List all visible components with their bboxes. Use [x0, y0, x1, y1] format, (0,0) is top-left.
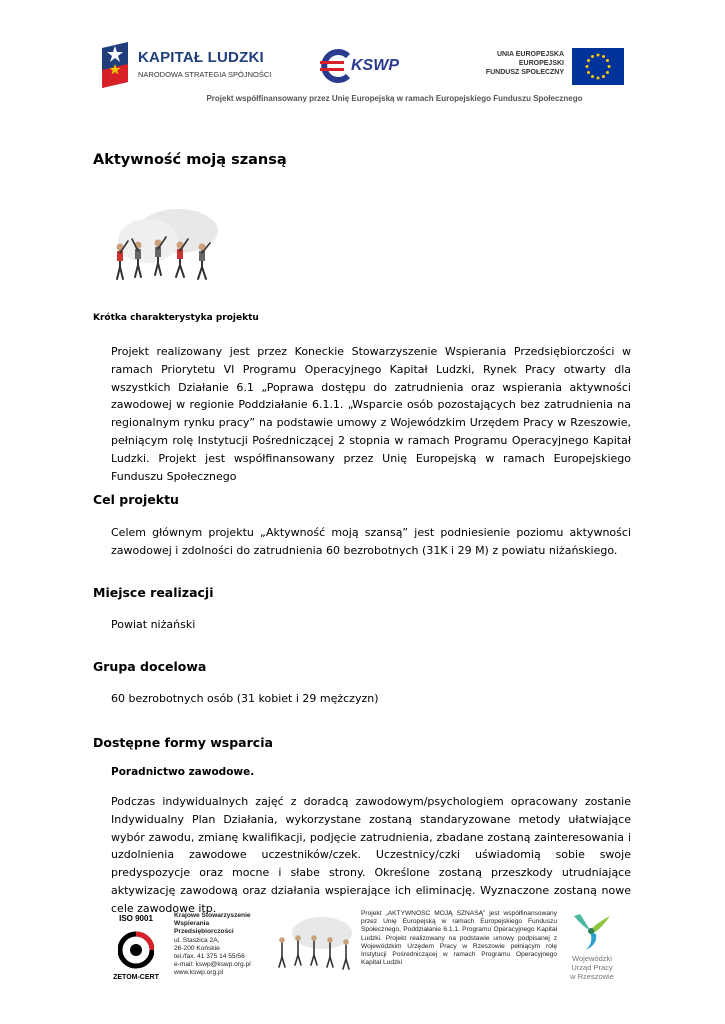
wup-rzeszow-logo	[562, 910, 622, 986]
address-email: e-mail: kswp@kswp.org.pl	[174, 961, 251, 969]
eu-line-3: FUNDUSZ SPOŁECZNY	[485, 69, 564, 76]
cofinance-note: Projekt współfinansowany przez Unię Europejską w ramach Europejskiego Funduszu Społecznego	[206, 94, 583, 103]
target-group-heading: Grupa docelowa	[93, 659, 207, 674]
wup-label	[562, 954, 622, 981]
kapital-ludzki-flag-icon	[100, 42, 130, 88]
wup-line-2: Urząd Pracy	[571, 963, 613, 972]
organization-address	[174, 912, 269, 978]
footer-people-illustration	[272, 913, 356, 971]
iso-label: ISO 9001	[119, 914, 153, 923]
career-counseling-subheading: Poradnictwo zawodowe.	[111, 766, 255, 778]
goal-heading: Cel projektu	[93, 492, 179, 507]
kswp-logo	[318, 44, 410, 88]
wup-line-3: w Rzeszowie	[570, 972, 614, 981]
zetom-cert-label: ZETOM-CERT	[113, 974, 159, 981]
address-city: 26-200 Końskie	[174, 944, 220, 952]
org-name-line-1: Krajowe Stowarzyszenie	[174, 912, 251, 919]
kapital-ludzki-subtitle: NARODOWA STRATEGIA SPÓJNOŚCI	[138, 70, 272, 79]
kapital-ludzki-title: KAPITAŁ LUDZKI	[138, 49, 264, 66]
career-counseling-paragraph: Podczas indywidualnych zajęć z doradcą zawodowym/psychologiem opracowany zostanie Indywidualny Plan Działania, wykorzystane zostaną standaryzowane metody ułatwiające wybór zawodu, zmianę kwalifikacji, podjęcie zatrudnienia, zbadane zostaną zainteresowania i uzdolnienia zawodowe uczestników/czek. Uczestnicy/czki uświadomią sobie swoje predyspozycje oraz mocne i słabe strony. Określone zostaną przeszkody utrudniające aktywizację zawodową oraz działania wspierające ich eliminację. Wyznaczone zostaną nowe cele zawodowe itp.	[111, 795, 631, 915]
support-forms-heading: Dostępne formy wsparcia	[93, 735, 273, 750]
iso-certificate-logo	[108, 914, 164, 984]
location-heading: Miejsce realizacji	[93, 585, 214, 600]
kapital-ludzki-logo	[100, 42, 272, 90]
org-name-line-2: Wspierania	[174, 920, 210, 928]
eu-logo	[484, 48, 624, 88]
address-street: ul. Staszica 2A,	[174, 936, 220, 944]
kswp-text: KSWP	[351, 57, 399, 74]
people-illustration	[108, 205, 226, 283]
wup-line-1: Wojewódzki	[572, 954, 612, 963]
location-text: Powiat niżański	[111, 618, 196, 631]
intro-paragraph: Projekt realizowany jest przez Koneckie Stowarzyszenie Wspierania Przedsiębiorczości w ramach Priorytetu VI Programu Operacyjnego Kapitał Ludzki, Rynek Pracy otwarty dla wszystkich Działanie 6.1 „Poprawa dostępu do zatrudnienia oraz wspierania aktywności zawodowej w regionie Poddziałanie 6.1.1. „Wsparcie osób pozostających bez zatrudnienia na regionalnym rynku pracy” na podstawie umowy z Wojewódzkim Urzędem Pracy w Rzeszowie, pełniącym rolę Instytucji Pośredniczącej 2 stopnia w ramach Programu Operacyjnego Kapitał Ludzki. Projekt jest współfinansowany przez Unię Europejską w ramach Europejskiego Funduszu Społecznego	[111, 345, 631, 483]
address-phone: tel./fax. 41 375 14 55/56	[174, 953, 245, 961]
euro-sign-icon	[318, 48, 354, 84]
target-group-text: 60 bezrobotnych osób (31 kobiet i 29 mężczyzn)	[111, 692, 379, 705]
goal-paragraph: Celem głównym projektu „Aktywność moją szansą” jest podniesienie poziomu aktywności zawodowej i zdolności do zatrudnienia 60 bezrobotnych (31K i 29 M) z powiatu niżańskiego.	[111, 526, 631, 557]
bird-icon	[570, 910, 614, 952]
short-characteristics-heading: Krótka charakterystyka projektu	[93, 313, 259, 323]
page-title: Aktywność moją szansą	[93, 152, 287, 168]
eu-line-2: EUROPEJSKI	[518, 60, 564, 67]
eu-line-1: UNIA EUROPEJSKA	[496, 51, 564, 58]
eu-flag-icon	[572, 48, 624, 85]
org-name-line-3: Przedsiębiorczości	[174, 928, 234, 936]
address-website: www.kswp.org.pl	[174, 969, 224, 977]
footer-project-note: Projekt „AKTYWNOSC MOJĄ SZNASĄ” jest współfinansowany przez Unię Europejską w ramach Europejskiego Funduszu Społecznego, Poddziałanie 6.1.1. Programu Operacyjnego Kapitał Ludzki. Projekt realizowany na podstawie umowy podpisanej z Wojewódzkim Urzędem Pracy w Rzeszowie pełniącym rolę Instytucji Pośredniczącej w ramach Programu Operacyjnego Kapitał Ludzki	[361, 910, 557, 967]
certificate-seal-icon	[118, 928, 154, 972]
eu-label	[486, 50, 564, 77]
